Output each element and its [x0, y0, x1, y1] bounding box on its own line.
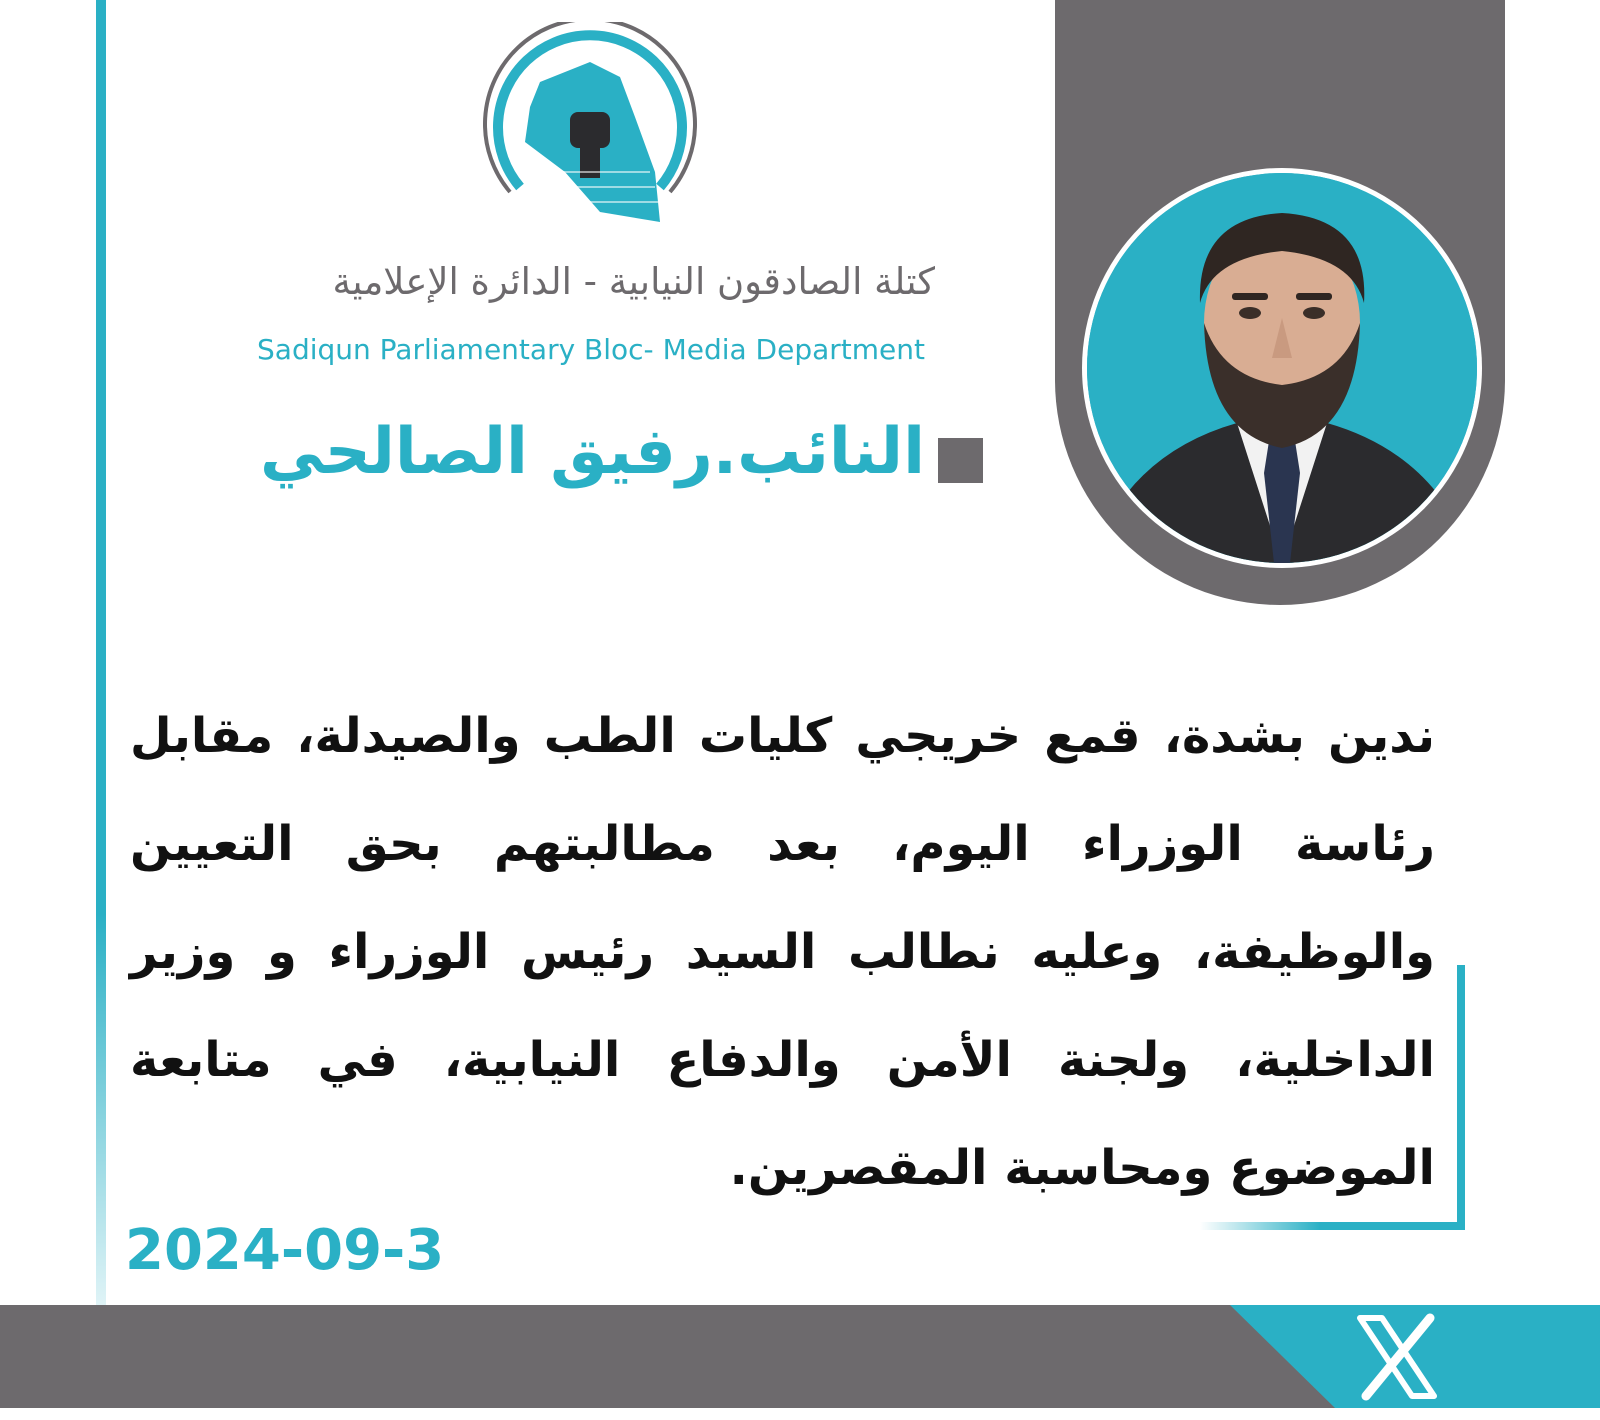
bloc-logo-emblem — [470, 22, 710, 232]
statement-text: ندين بشدة، قمع خريجي كليات الطب والصيدلة، مقابل رئاسة الوزراء اليوم، بعد مطالبتهم بحق التعيين والوظيفة، وعليه نطالب السيد رئيس الوزراء و وزير الداخلية، ولجنة الأمن والدفاع النيابية، في متابعة الموضوع ومحاسبة المقصرين. — [130, 708, 1435, 1196]
x-social-icon[interactable] — [1352, 1312, 1442, 1402]
mp-portrait — [1087, 173, 1477, 563]
mp-name-heading: النائب.رفيق الصالحي — [259, 415, 925, 489]
portrait-illustration — [1087, 173, 1477, 563]
statement-date: 2024-09-3 — [125, 1218, 445, 1283]
organization-name-english: Sadiqun Parliamentary Bloc- Media Department — [257, 333, 925, 366]
organization-name-arabic: كتلة الصادقون النيابية - الدائرة الإعلامية — [332, 260, 935, 303]
left-accent-stripe — [96, 0, 106, 1305]
square-bullet-icon — [938, 438, 983, 483]
bloc-logo — [470, 22, 710, 232]
